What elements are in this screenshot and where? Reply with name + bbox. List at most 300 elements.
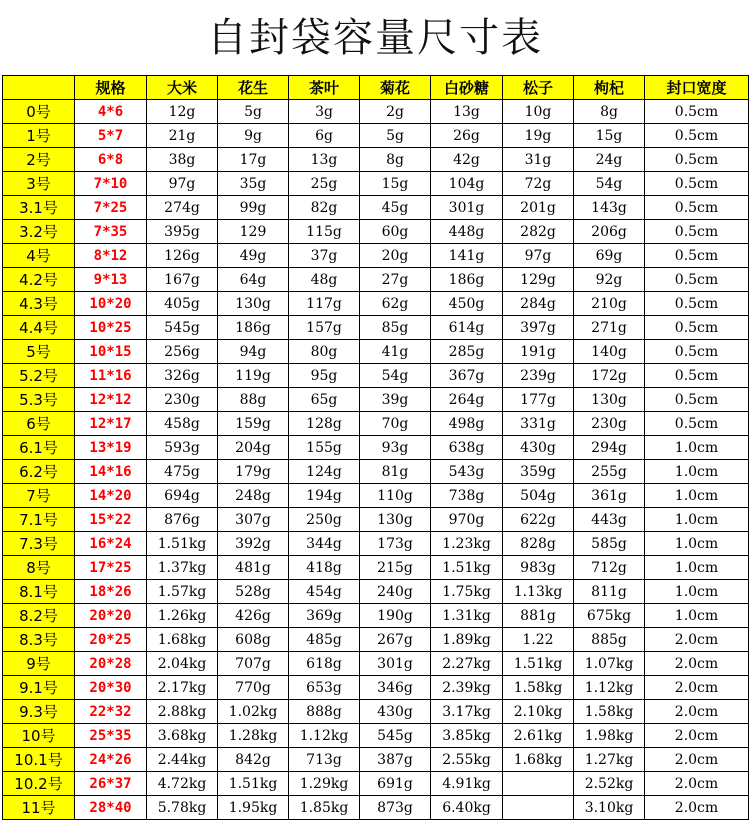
capacity-cell: 9g [218,124,289,148]
capacity-cell: 2.55kg [431,748,503,772]
seal-width-cell: 0.5cm [645,148,749,172]
bag-number-cell: 8.1号 [3,580,75,604]
bag-number-cell: 8.2号 [3,604,75,628]
capacity-cell: 264g [431,388,503,412]
capacity-cell: 31g [503,148,574,172]
column-header: 松子 [503,76,574,100]
seal-width-cell: 0.5cm [645,316,749,340]
seal-width-cell: 0.5cm [645,340,749,364]
capacity-cell: 1.28kg [218,724,289,748]
seal-width-cell: 0.5cm [645,244,749,268]
capacity-cell: 430g [360,700,431,724]
capacity-cell: 1.29kg [289,772,360,796]
size-spec-cell: 22*32 [75,700,147,724]
seal-width-cell: 2.0cm [645,700,749,724]
capacity-cell: 301g [431,196,503,220]
capacity-cell: 545g [360,724,431,748]
table-row [3,700,749,724]
size-spec-cell: 9*13 [75,268,147,292]
capacity-cell: 274g [147,196,218,220]
capacity-cell: 418g [289,556,360,580]
capacity-cell: 54g [574,172,645,196]
capacity-cell: 194g [289,484,360,508]
capacity-cell: 159g [218,412,289,436]
size-spec-cell: 10*20 [75,292,147,316]
size-spec-cell: 26*37 [75,772,147,796]
capacity-cell: 1.26kg [147,604,218,628]
capacity-cell: 284g [503,292,574,316]
capacity-cell: 2.52kg [574,772,645,796]
size-spec-cell: 17*25 [75,556,147,580]
bag-number-cell: 3.1号 [3,196,75,220]
size-spec-cell: 18*26 [75,580,147,604]
capacity-cell: 2.88kg [147,700,218,724]
capacity-cell: 504g [503,484,574,508]
table-row [3,196,749,220]
size-spec-cell: 7*25 [75,196,147,220]
capacity-cell: 2.04kg [147,652,218,676]
capacity-cell: 1.02kg [218,700,289,724]
capacity-cell: 5g [360,124,431,148]
capacity-cell: 1.68kg [503,748,574,772]
bag-number-cell: 6.1号 [3,436,75,460]
table-row [3,508,749,532]
bag-number-cell: 3号 [3,172,75,196]
capacity-cell: 326g [147,364,218,388]
capacity-cell: 130g [360,508,431,532]
capacity-cell: 248g [218,484,289,508]
capacity-cell: 301g [360,652,431,676]
capacity-cell: 361g [574,484,645,508]
bag-number-cell: 3.2号 [3,220,75,244]
capacity-cell: 1.57kg [147,580,218,604]
capacity-cell: 367g [431,364,503,388]
bag-number-cell: 6号 [3,412,75,436]
capacity-cell: 395g [147,220,218,244]
capacity-cell: 15g [574,124,645,148]
capacity-cell: 2.39kg [431,676,503,700]
capacity-cell: 983g [503,556,574,580]
bag-number-cell: 4.2号 [3,268,75,292]
capacity-cell: 267g [360,628,431,652]
column-header: 花生 [218,76,289,100]
seal-width-cell: 0.5cm [645,124,749,148]
seal-width-cell: 0.5cm [645,220,749,244]
capacity-cell: 60g [360,220,431,244]
capacity-cell: 140g [574,340,645,364]
capacity-cell: 45g [360,196,431,220]
table-row [3,388,749,412]
capacity-cell: 2.27kg [431,652,503,676]
table-header-row [3,76,749,100]
capacity-cell: 528g [218,580,289,604]
table-row [3,604,749,628]
capacity-cell: 2.17kg [147,676,218,700]
capacity-cell: 80g [289,340,360,364]
bag-number-cell: 0号 [3,100,75,124]
capacity-cell: 608g [218,628,289,652]
capacity-cell: 2g [360,100,431,124]
capacity-cell: 13g [289,148,360,172]
bag-number-cell: 10号 [3,724,75,748]
table-row [3,772,749,796]
capacity-cell: 405g [147,292,218,316]
table-body [3,100,749,820]
capacity-cell: 294g [574,436,645,460]
capacity-cell: 191g [503,340,574,364]
size-spec-cell: 8*12 [75,244,147,268]
capacity-cell: 70g [360,412,431,436]
capacity-cell: 618g [289,652,360,676]
size-spec-cell: 13*19 [75,436,147,460]
capacity-cell: 20g [360,244,431,268]
bag-number-cell: 5号 [3,340,75,364]
capacity-cell: 38g [147,148,218,172]
capacity-cell: 95g [289,364,360,388]
capacity-cell: 64g [218,268,289,292]
bag-number-cell: 4.4号 [3,316,75,340]
seal-width-cell: 2.0cm [645,796,749,820]
capacity-cell: 129g [503,268,574,292]
capacity-cell: 13g [431,100,503,124]
capacity-cell: 545g [147,316,218,340]
table-row [3,724,749,748]
column-header: 茶叶 [289,76,360,100]
capacity-size-table [2,75,749,820]
capacity-cell: 62g [360,292,431,316]
capacity-cell: 346g [360,676,431,700]
column-header: 菊花 [360,76,431,100]
column-header: 枸杞 [574,76,645,100]
size-spec-cell: 14*20 [75,484,147,508]
capacity-cell: 6.40kg [431,796,503,820]
capacity-cell: 622g [503,508,574,532]
capacity-cell: 593g [147,436,218,460]
capacity-cell: 177g [503,388,574,412]
capacity-cell: 1.85kg [289,796,360,820]
capacity-cell: 49g [218,244,289,268]
size-spec-cell: 10*15 [75,340,147,364]
capacity-cell: 1.07kg [574,652,645,676]
capacity-cell: 392g [218,532,289,556]
size-spec-cell: 20*25 [75,628,147,652]
bag-number-cell: 11号 [3,796,75,820]
capacity-cell: 239g [503,364,574,388]
size-spec-cell: 4*6 [75,100,147,124]
capacity-cell: 190g [360,604,431,628]
capacity-cell: 10g [503,100,574,124]
capacity-cell: 230g [574,412,645,436]
capacity-cell: 250g [289,508,360,532]
capacity-cell: 230g [147,388,218,412]
column-header: 大米 [147,76,218,100]
seal-width-cell: 1.0cm [645,532,749,556]
capacity-cell: 614g [431,316,503,340]
capacity-cell: 475g [147,460,218,484]
bag-number-cell: 2号 [3,148,75,172]
capacity-cell: 691g [360,772,431,796]
bag-number-cell: 10.1号 [3,748,75,772]
table-row [3,412,749,436]
capacity-cell: 1.51kg [218,772,289,796]
capacity-cell: 443g [574,508,645,532]
capacity-cell: 104g [431,172,503,196]
capacity-cell: 54g [360,364,431,388]
capacity-cell: 173g [360,532,431,556]
capacity-cell: 873g [360,796,431,820]
capacity-cell: 129 [218,220,289,244]
seal-width-cell: 2.0cm [645,724,749,748]
capacity-cell: 255g [574,460,645,484]
capacity-cell: 27g [360,268,431,292]
capacity-cell: 97g [503,244,574,268]
capacity-cell: 215g [360,556,431,580]
capacity-cell: 88g [218,388,289,412]
seal-width-cell: 1.0cm [645,556,749,580]
table-row [3,676,749,700]
bag-number-cell: 5.2号 [3,364,75,388]
capacity-cell [503,772,574,796]
seal-width-cell: 0.5cm [645,292,749,316]
capacity-cell: 1.23kg [431,532,503,556]
bag-number-cell: 10.2号 [3,772,75,796]
capacity-cell: 307g [218,508,289,532]
capacity-cell: 21g [147,124,218,148]
capacity-cell: 65g [289,388,360,412]
bag-number-cell: 9.3号 [3,700,75,724]
capacity-cell: 694g [147,484,218,508]
capacity-cell: 94g [218,340,289,364]
capacity-cell: 369g [289,604,360,628]
seal-width-cell: 0.5cm [645,268,749,292]
capacity-cell: 397g [503,316,574,340]
capacity-cell: 97g [147,172,218,196]
size-spec-cell: 12*12 [75,388,147,412]
table-row [3,268,749,292]
capacity-cell: 240g [360,580,431,604]
bag-number-cell: 7.3号 [3,532,75,556]
capacity-cell: 12g [147,100,218,124]
capacity-cell: 130g [218,292,289,316]
capacity-cell: 1.95kg [218,796,289,820]
capacity-cell: 5.78kg [147,796,218,820]
bag-number-cell: 6.2号 [3,460,75,484]
capacity-cell: 124g [289,460,360,484]
table-row [3,628,749,652]
capacity-cell: 881g [503,604,574,628]
capacity-cell: 3g [289,100,360,124]
capacity-cell: 885g [574,628,645,652]
capacity-cell: 119g [218,364,289,388]
seal-width-cell: 0.5cm [645,100,749,124]
table-row [3,292,749,316]
bag-number-cell: 7号 [3,484,75,508]
seal-width-cell: 1.0cm [645,484,749,508]
table-row [3,244,749,268]
capacity-cell: 179g [218,460,289,484]
capacity-cell: 1.51kg [147,532,218,556]
table-row [3,316,749,340]
capacity-cell: 157g [289,316,360,340]
capacity-cell: 1.58kg [574,700,645,724]
capacity-cell: 17g [218,148,289,172]
seal-width-cell: 0.5cm [645,364,749,388]
capacity-cell: 4.91kg [431,772,503,796]
size-spec-cell: 5*7 [75,124,147,148]
capacity-cell: 1.58kg [503,676,574,700]
capacity-cell: 186g [431,268,503,292]
bag-number-cell: 9号 [3,652,75,676]
table-row [3,124,749,148]
capacity-cell: 99g [218,196,289,220]
seal-width-cell: 0.5cm [645,196,749,220]
column-header [3,76,75,100]
size-spec-cell: 24*26 [75,748,147,772]
capacity-cell: 201g [503,196,574,220]
seal-width-cell: 1.0cm [645,436,749,460]
bag-number-cell: 7.1号 [3,508,75,532]
seal-width-cell: 2.0cm [645,748,749,772]
table-row [3,484,749,508]
size-spec-cell: 16*24 [75,532,147,556]
size-spec-cell: 12*17 [75,412,147,436]
capacity-cell: 1.22 [503,628,574,652]
capacity-cell: 82g [289,196,360,220]
capacity-cell: 126g [147,244,218,268]
capacity-cell: 458g [147,412,218,436]
capacity-cell: 3.85kg [431,724,503,748]
capacity-cell: 543g [431,460,503,484]
bag-number-cell: 1号 [3,124,75,148]
capacity-cell [503,796,574,820]
capacity-cell: 256g [147,340,218,364]
capacity-cell: 35g [218,172,289,196]
capacity-cell: 206g [574,220,645,244]
capacity-cell: 141g [431,244,503,268]
seal-width-cell: 1.0cm [645,604,749,628]
capacity-cell: 37g [289,244,360,268]
bag-number-cell: 8号 [3,556,75,580]
size-spec-cell: 6*8 [75,148,147,172]
capacity-cell: 1.27kg [574,748,645,772]
capacity-cell: 72g [503,172,574,196]
capacity-cell: 344g [289,532,360,556]
column-header: 白砂糖 [431,76,503,100]
capacity-cell: 26g [431,124,503,148]
capacity-cell: 8g [574,100,645,124]
seal-width-cell: 2.0cm [645,628,749,652]
capacity-cell: 713g [289,748,360,772]
capacity-cell: 1.12kg [574,676,645,700]
table-row [3,580,749,604]
capacity-cell: 85g [360,316,431,340]
capacity-cell: 81g [360,460,431,484]
size-spec-cell: 25*35 [75,724,147,748]
capacity-cell: 638g [431,436,503,460]
table-row [3,796,749,820]
capacity-cell: 585g [574,532,645,556]
table-row [3,172,749,196]
table-row [3,364,749,388]
capacity-cell: 210g [574,292,645,316]
capacity-cell: 39g [360,388,431,412]
capacity-cell: 712g [574,556,645,580]
capacity-cell: 19g [503,124,574,148]
size-spec-cell: 7*35 [75,220,147,244]
capacity-cell: 426g [218,604,289,628]
bag-number-cell: 4.3号 [3,292,75,316]
table-row [3,748,749,772]
capacity-cell: 186g [218,316,289,340]
table-row [3,652,749,676]
table-row [3,220,749,244]
seal-width-cell: 0.5cm [645,172,749,196]
capacity-cell: 1.98kg [574,724,645,748]
capacity-cell: 876g [147,508,218,532]
column-header: 封口宽度 [645,76,749,100]
capacity-cell: 1.51kg [431,556,503,580]
capacity-cell: 172g [574,364,645,388]
seal-width-cell: 2.0cm [645,676,749,700]
bag-number-cell: 4号 [3,244,75,268]
capacity-cell: 3.10kg [574,796,645,820]
capacity-cell: 93g [360,436,431,460]
capacity-cell: 143g [574,196,645,220]
capacity-cell: 2.44kg [147,748,218,772]
capacity-cell: 485g [289,628,360,652]
capacity-cell: 15g [360,172,431,196]
capacity-cell: 4.72kg [147,772,218,796]
capacity-cell: 331g [503,412,574,436]
table-row [3,100,749,124]
size-spec-cell: 20*28 [75,652,147,676]
capacity-cell: 387g [360,748,431,772]
seal-width-cell: 1.0cm [645,460,749,484]
table-row [3,340,749,364]
capacity-cell: 1.13kg [503,580,574,604]
size-spec-cell: 14*16 [75,460,147,484]
capacity-cell: 454g [289,580,360,604]
size-spec-cell: 20*30 [75,676,147,700]
seal-width-cell: 0.5cm [645,412,749,436]
capacity-cell: 653g [289,676,360,700]
capacity-cell: 498g [431,412,503,436]
capacity-cell: 970g [431,508,503,532]
capacity-cell: 115g [289,220,360,244]
capacity-cell: 770g [218,676,289,700]
capacity-cell: 3.17kg [431,700,503,724]
capacity-cell: 359g [503,460,574,484]
capacity-cell: 2.10kg [503,700,574,724]
capacity-cell: 24g [574,148,645,172]
capacity-cell: 42g [431,148,503,172]
table-row [3,532,749,556]
capacity-cell: 450g [431,292,503,316]
capacity-cell: 41g [360,340,431,364]
capacity-cell: 167g [147,268,218,292]
capacity-cell: 842g [218,748,289,772]
size-spec-cell: 11*16 [75,364,147,388]
capacity-cell: 481g [218,556,289,580]
size-spec-cell: 7*10 [75,172,147,196]
bag-number-cell: 9.1号 [3,676,75,700]
capacity-cell: 675kg [574,604,645,628]
capacity-cell: 707g [218,652,289,676]
capacity-cell: 5g [218,100,289,124]
capacity-cell: 448g [431,220,503,244]
capacity-cell: 811g [574,580,645,604]
table-row [3,436,749,460]
